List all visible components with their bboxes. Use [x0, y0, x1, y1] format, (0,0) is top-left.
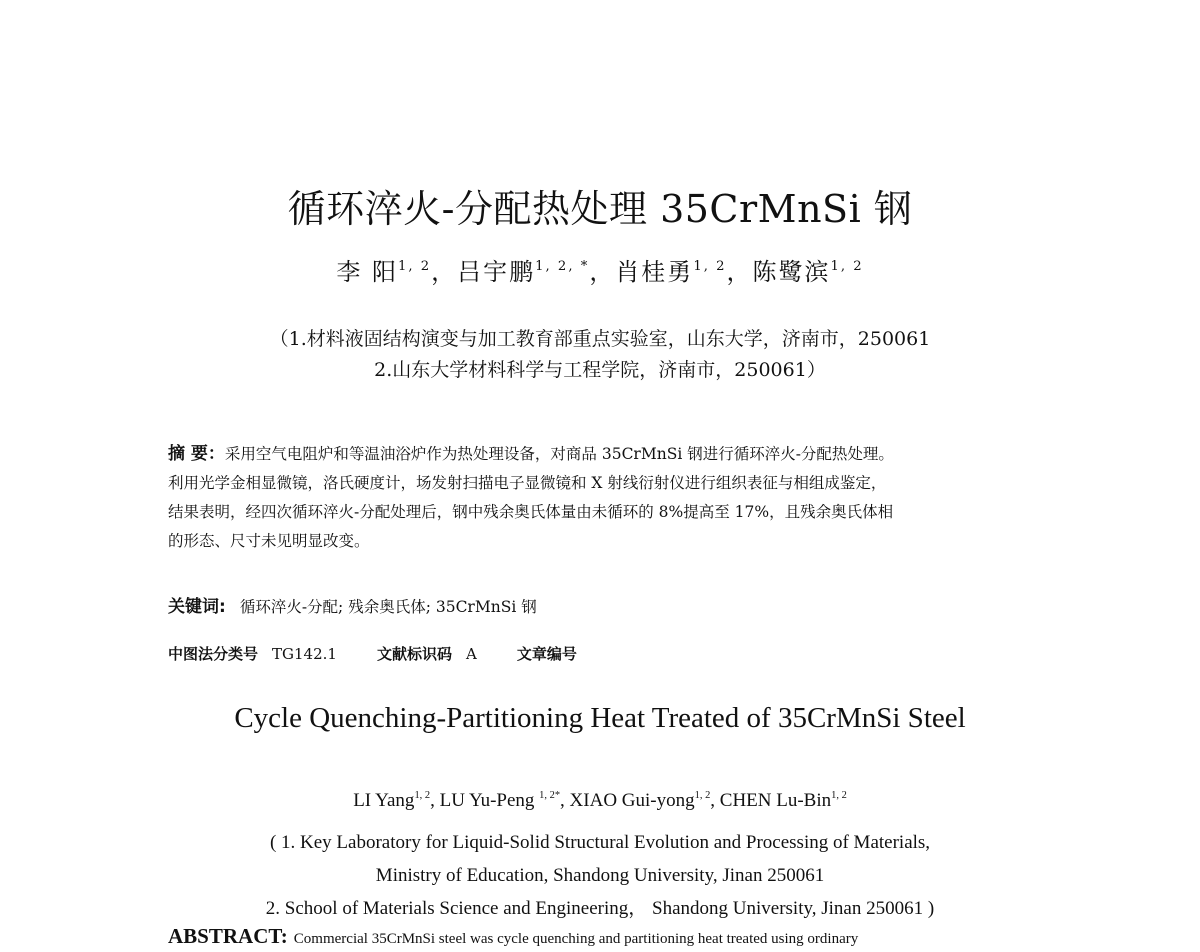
author-name: 陈鹭滨	[752, 258, 831, 286]
author-affiliation-mark: 1, 2	[693, 259, 727, 275]
author-separator: ，	[431, 258, 458, 286]
author-affiliation-mark: 1, 2	[831, 790, 847, 802]
author-separator: ,	[710, 790, 720, 811]
author-name: XIAO Gui-yong	[569, 790, 695, 811]
keywords-label: 关键词:	[168, 597, 226, 617]
class-label: 中图法分类号	[168, 645, 259, 663]
keywords-cn	[168, 592, 537, 617]
author-name: CHEN Lu-Bin	[719, 790, 832, 811]
author-affiliation-mark: 1, 2	[414, 790, 431, 802]
author-separator: ，	[589, 258, 616, 286]
author-name: 李 阳	[336, 258, 398, 286]
author-list-cn	[0, 252, 1200, 287]
affiliation-line: ( 1. Key Laboratory for Liquid-Solid Structural Evolution and Processing of Materials,	[269, 832, 931, 853]
abstract-line: 的形态、尺寸未见明显改变。	[168, 532, 370, 550]
author-separator: ,	[560, 790, 570, 811]
abstract-label-en: ABSTRACT:	[168, 924, 288, 948]
author-affiliation-mark: 1, 2	[397, 259, 432, 275]
abstract-en	[168, 924, 858, 949]
doc-code-label: 文献标识码	[376, 645, 452, 663]
doc-code-value: A	[465, 645, 477, 663]
abstract-line: 利用光学金相显微镜，洛氏硬度计，场发射扫描电子显微镜和 X 射线衍射仪进行组织表征与相组成鉴定，	[168, 474, 887, 492]
affiliation-line: 2.山东大学材料科学与工程学院，济南市，250061）	[374, 359, 826, 381]
classification-row	[168, 643, 591, 664]
author-name: 肖桂勇	[615, 258, 694, 286]
paper-title-cn: 循环淬火-分配热处理 35CrMnSi 钢	[287, 187, 913, 231]
abstract-text-en: Commercial 35CrMnSi steel was cycle quenching and partitioning heat treated using ordinary	[293, 931, 859, 947]
affiliation-line: 2. School of Materials Science and Engineering， Shandong University, Jinan 250061 )	[265, 898, 935, 919]
keywords-text: 循环淬火-分配; 残余奥氏体; 35CrMnSi 钢	[239, 598, 537, 616]
abstract-label-cn: 摘 要：	[168, 444, 225, 464]
author-name: 吕宇鹏	[457, 258, 536, 286]
author-affiliation-mark: 1, 2*	[539, 790, 561, 802]
author-affiliation-mark: 1, 2	[830, 259, 864, 275]
paper-title-en: Cycle Quenching-Partitioning Heat Treated of 35CrMnSi Steel	[234, 702, 966, 734]
affiliations-en	[0, 826, 1200, 925]
abstract-cn	[168, 440, 1028, 556]
author-separator: ，	[726, 258, 753, 286]
author-affiliation-mark: 1, 2	[694, 790, 711, 802]
author-name: LI Yang	[353, 790, 415, 811]
abstract-line: 采用空气电阻炉和等温油浴炉作为热处理设备，对商品 35CrMnSi 钢进行循环淬火-分配热处理。	[224, 445, 894, 463]
author-name: LU Yu-Peng	[439, 790, 540, 811]
abstract-line: 结果表明，经四次循环淬火-分配处理后，钢中残余奥氏体量由未循环的 8%提高至 17%，且残余奥氏体相	[168, 503, 894, 521]
affiliations-cn	[0, 324, 1200, 386]
class-value: TG142.1	[272, 645, 337, 663]
article-number-label: 文章编号	[516, 645, 577, 663]
author-affiliation-mark: 1, 2, *	[535, 259, 590, 275]
author-list-en	[0, 790, 1200, 812]
author-separator: ,	[430, 790, 440, 811]
affiliation-line: Ministry of Education, Shandong University, Jinan 250061	[375, 865, 825, 886]
affiliation-line: （1.材料液固结构演变与加工教育部重点实验室，山东大学，济南市，250061	[269, 328, 931, 350]
